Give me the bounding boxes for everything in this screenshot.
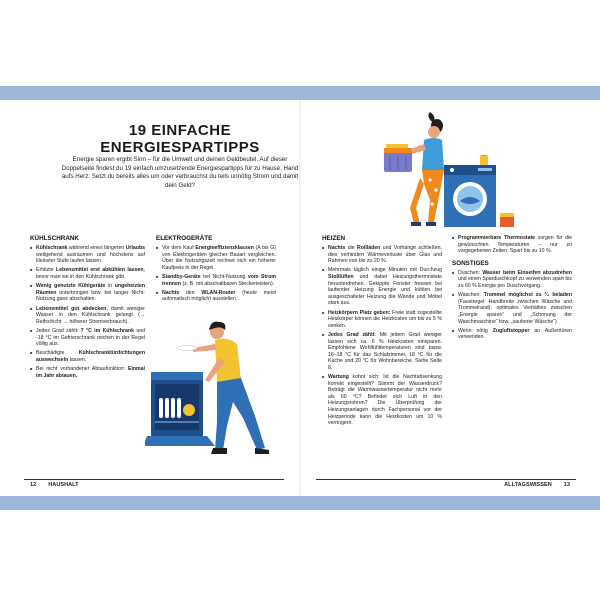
list-item: ■ Jedes Grad zählt: Mit jedem Grad weniger lassen sich ca. 6 % Heizkosten einsparen. Empfohlene Wohlfühltemperaturen sind bspw. 16–18 °C für das Schlafzimmer, 18 °C für die Küche und 20 °C für Wohnbereiche. Siehe Seite 8. — [322, 332, 442, 372]
heading-sonstiges: SONSTIGES — [452, 259, 489, 267]
column-sonstiges — [452, 235, 572, 344]
list-sonstiges — [452, 270, 572, 341]
list-item: ■ Wenig genutzte Kühlgeräte in ungeheizten Räumen unterbringen bzw. bei langer Nicht-Nutzung ganz abschalten. — [30, 283, 145, 303]
intro-text: Energie sparen ergibt Sinn – für die Umwelt und deinen Geldbeutel. Auf dieser Doppelseite findest du 19 einfach umzusetzende Energiespartipps für zu Hause. Hand aufs Herz: Setzt du bereits alles um oder verbrauchst du teils unnötig Strom und damit dein Geld? — [61, 156, 299, 189]
list-item: ■ Nachts den WLAN-Router (heute meist automatisch möglich) ausstellen. — [156, 290, 276, 303]
list-item: ■ Vor dem Kauf Energieeffizienzklassen (A bis G) von Elektrogeräten gleicher Bauart vergleichen. Über die Nutzungszeit rechnet sich ein höherer Kaufpreis in der Regel. — [156, 245, 276, 271]
double-page-spread — [0, 100, 600, 496]
list-item: ■ Jedes Grad zählt: 7 °C im Kühlschrank und -18 °C im Gefrierschrank reichen in der Regel völlig aus. — [30, 328, 145, 348]
title-line-2: ENERGIESPARTIPPS — [100, 139, 260, 156]
list-item: ■ Wenn nötig Zugluftstopper an Außentüren verwenden. — [452, 328, 572, 341]
page-title — [90, 122, 270, 156]
list-item: ■ Duschen: Wasser beim Einseifen abzudrehen und einen Sparduschkopf zu verwenden spart bis zu 60 % Energie pro Duschvorgang. — [452, 270, 572, 290]
page-number-right: 13 — [563, 482, 570, 488]
list-item: ■ Nachts die Rollläden und Vorhänge schließen, dies verhindert Wärmeverluste über Glas und Rahmen von bis zu 20 %. — [322, 245, 442, 265]
list-item: ■ Programmierbare Thermostate sorgen für die gewünschten Temperaturen – nur zu vorgegebenen Zeiten. Spart bis zu 10 %. — [452, 235, 572, 255]
column-heizen — [322, 235, 442, 429]
column-kuehlschrank — [30, 235, 145, 382]
man-with-dishwasher-icon — [145, 318, 285, 478]
footer-rule-right — [316, 479, 576, 480]
list-elektrogeraete — [156, 245, 276, 303]
list-item: ■ Mehrmals täglich einige Minuten mit Durchzug Stoßlüften und dabei Heizungsthermostate herunterdrehen. Gekippte Fenster fressen bei laufender Heizung Energie und kühlen bei ausgeschalteter Heizung die Wände und Möbel stark aus. — [322, 267, 442, 307]
list-item: ■ Standby-Geräte bei Nicht-Nutzung vom Strom trennen (z. B. mit abschaltbaren Steckerleisten). — [156, 274, 276, 287]
top-band — [0, 86, 600, 100]
heading-kuehlschrank: KÜHLSCHRANK — [30, 235, 79, 242]
bottom-band — [0, 496, 600, 510]
section-label-right: ALLTAGSWISSEN — [504, 482, 552, 488]
section-label-left: HAUSHALT — [48, 482, 79, 488]
list-item: ■ Erhitzte Lebensmittel erst abkühlen lassen, bevor man sie in den Kühlschrank gibt. — [30, 267, 145, 280]
column-elektrogeraete — [156, 235, 276, 306]
list-item: ■ Heizkörpern Platz geben: Freie statt zugestellte Heizkörper können die Heizkosten um bis zu 5 % senken. — [322, 310, 442, 330]
footer-right — [504, 482, 570, 488]
list-item: ■ Bei nicht vorhandener Abtaufunktion: Einmal im Jahr abtauen. — [30, 366, 145, 379]
washing-machine-icon — [440, 155, 530, 235]
list-kuehlschrank — [30, 245, 145, 379]
title-line-1: 19 EINFACHE — [128, 122, 232, 139]
heading-elektrogeraete: ELEKTROGERÄTE — [156, 235, 213, 242]
list-item: ■ Kühlschrank während eines längeren Urlaubs weitgehend ausräumen und höchstens auf kleinster Stufe laufen lassen. — [30, 245, 145, 265]
list-item: ■ Beschädigte Kühlschranktürdichtungen auswechseln lassen. — [30, 350, 145, 363]
heading-heizen: HEIZEN — [322, 235, 346, 242]
list-heizen-continued — [452, 235, 572, 255]
list-heizen — [322, 245, 442, 427]
page-number-left: 12 — [30, 482, 37, 488]
list-item: ■ Waschen: Trommel möglichst zu ³⁄₄ beladen (Faustregel: Handbreite zwischen Wäsche und Trommelrand); optimales Verhältnis zwischen „Energie sparen“ und „Schonung der Waschmaschine“ bzw. „sauberer Wäsche“) — [452, 292, 572, 325]
footer-left — [30, 482, 79, 488]
footer-rule-left — [24, 479, 284, 480]
list-item: ■ Wartung kohnt sich: Ist die Nachtabsenkung korrekt eingestellt? Stimmt der Wasserdruck? Beträgt die Warmwassertemperatur nicht mehr als 60 °C? Befindet sich Luft in den Heizungsrohren? Die Überprüfung der Heizungsanlagen durch Fachpersonal vor der Heizperiode kann die Heizkosten um 10 % verringern. — [322, 374, 442, 427]
list-item: ■ Lebensmittel gut abdecken, damit weniger Wasser in den Kühlschrank gelangt (→ Reifschicht → höherer Stromverbrauch). — [30, 306, 145, 326]
